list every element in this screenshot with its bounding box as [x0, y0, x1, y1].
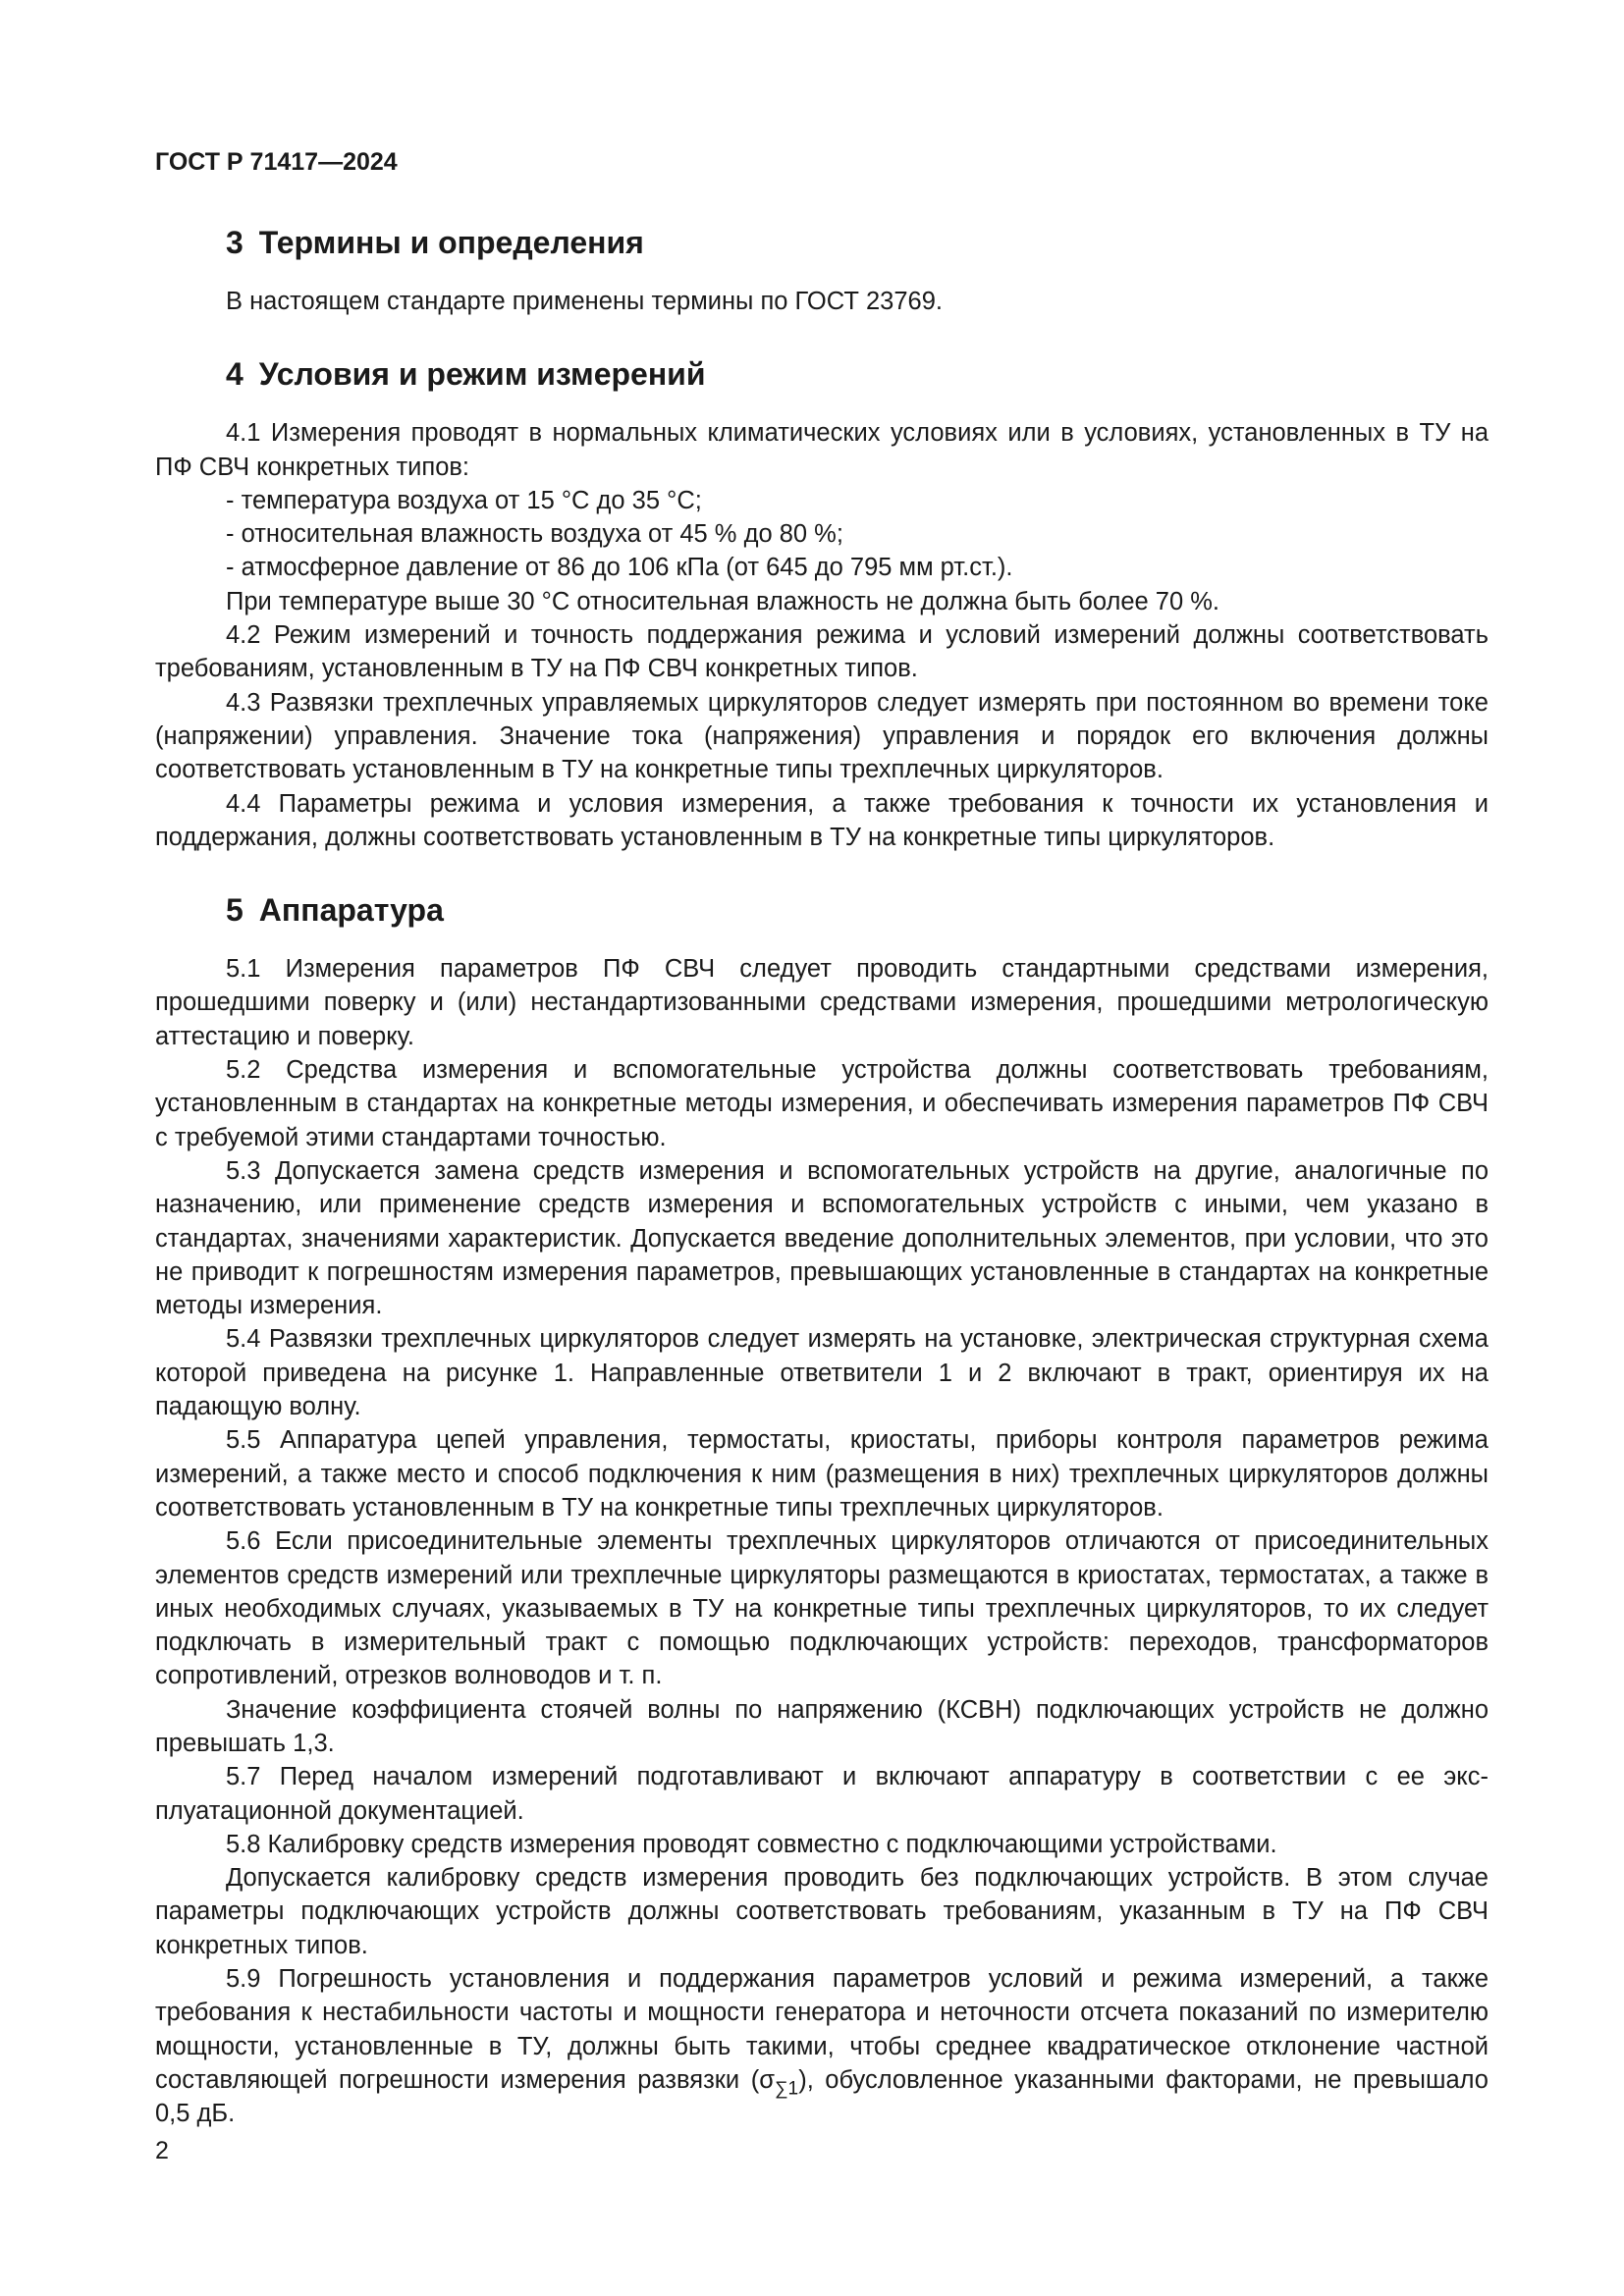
section-number: 4 — [226, 356, 244, 393]
section-title-text: Термины и определения — [258, 225, 644, 260]
paragraph: Допускается калибровку средств измерения проводить без подключающих устройств. В этом случае параметры подключающих устройств должны соответствовать требованиям, указанным в ТУ на ПФ СВЧ конкретных типов. — [155, 1864, 1489, 1959]
paragraph-4-2: 4.2 Режим измерений и точность поддержания режима и условий измерений должны соответствовать требованиям, установленным в ТУ на ПФ СВЧ конкретных типов. — [155, 621, 1489, 683]
paragraph-5-1: 5.1 Измерения параметров ПФ СВЧ следует проводить стандартными средствами измерения, прошедшими поверку и (или) нестандартизованными средствами измерения, прошедшими метрологическую аттестацию и поверку. — [155, 955, 1489, 1050]
section-5 — [155, 891, 1489, 2130]
sigma-symbol: σ — [759, 2065, 775, 2094]
section-number: 5 — [226, 892, 244, 929]
section-3 — [155, 224, 1489, 318]
page-number: 2 — [155, 2137, 169, 2164]
section-title-text: Условия и режим измерений — [258, 356, 706, 393]
section-title-4 — [226, 355, 1489, 393]
paragraph-4-3: 4.3 Развязки трехплечных управляемых циркуляторов следует измерять при постоянном во времени токе (напряжении) управления. Значение тока (напряжения) управления и порядок его включения должны соответствовать установленным в ТУ на конкретные типы трехплечных циркуляторов. — [155, 688, 1489, 784]
paragraph-text: 5.9 Погрешность установления и поддержания параметров условий и режима измерений, а также требования к нестабильности частоты и мощности генератора и неточности отсчета показаний по измерителю мощности, установленные в ТУ, должны быть такими, чтобы среднее квадратическое отклонение частной составляющей погрешности измерения развязки ( — [155, 1965, 1489, 2094]
paragraph-5-9 — [155, 1962, 1489, 2130]
document-header: ГОСТ Р 71417—2024 — [155, 148, 398, 176]
paragraph-text: ), обусловленное указанными факторами, не превышало 0,5 дБ. — [155, 2065, 1489, 2128]
paragraph-5-6: 5.6 Если присоединительные элементы трехплечных циркуляторов отличаются от присоединительных элементов средств измерений или трехплечные циркуляторы размещаются в криостатах, термостатах, а также в иных необходимых случаях, указываемых в ТУ на конкретные типы трехплечных циркуляторов, то их следует подключать в измерительный тракт с помощью подключающих устройств: переходов, трансформаторов сопротивлений, отрезков волноводов и т. п. — [155, 1527, 1489, 1690]
list-item: - относительная влажность воздуха от 45 % до 80 %; — [226, 520, 843, 549]
paragraph-5-2: 5.2 Средства измерения и вспомогательные устройства должны соответствовать требованиям, установленным в стандартах на конкретные методы измерения, и обеспечивать измерения параметров ПФ СВЧ с требуемой этими стандартами точностью. — [155, 1056, 1489, 1151]
paragraph-4-4: 4.4 Параметры режима и условия измерения, а также требования к точности их установления и поддержания, должны соответствовать установленным в ТУ на конкретные типы циркуляторов. — [155, 789, 1489, 851]
paragraph-5-4: 5.4 Развязки трехплечных циркуляторов следует измерять на установке, электрическая структурная схема которой приведена на рисунке 1. Направленные ответвители 1 и 2 включают в тракт, ориентируя их на падающую волну. — [155, 1325, 1489, 1421]
sigma-subscript: ∑1 — [774, 2078, 799, 2100]
paragraph-4-1: 4.1 Измерения проводят в нормальных климатических условиях или в условиях, установленных в ТУ на ПФ СВЧ конкретных типов: — [155, 419, 1489, 481]
paragraph-5-3: 5.3 Допускается замена средств измерения и вспомогательных устройств на другие, аналогичные по назначению, или применение средств измерения и вспомогательных устройств с иными, чем указано в стандартах, значениями характеристик. Допускается введение дополнительных элементов, при условии, что это не приводит к погрешностям измерения параметров, превышающих установленные в стандартах на конкретные методы измерения. — [155, 1156, 1489, 1320]
paragraph: В настоящем стандарте применены термины по ГОСТ 23769. — [226, 288, 943, 315]
section-title-text: Аппаратура — [258, 892, 444, 929]
section-title-5 — [226, 891, 1489, 929]
paragraph: При температуре выше 30 °С относительная влажность не должна быть более 70 %. — [226, 587, 1219, 615]
paragraph-5-5: 5.5 Аппаратура цепей управления, термостаты, криостаты, приборы контроля параметров режима измерений, а также место и способ подключения к ним (размещения в них) трехплечных циркуляторов должны соответствовать установленным в ТУ на конкретные типы трехплечных циркуляторов. — [155, 1426, 1489, 1522]
paragraph-5-7: 5.7 Перед началом измерений подготавливают и включают аппаратуру в соответствии с ее эксплуатационной документацией. — [155, 1763, 1489, 1825]
paragraph: Значение коэффициента стоячей волны по напряжению (КСВН) подключающих устройств не должно превышать 1,3. — [155, 1695, 1489, 1757]
list-item: - атмосферное давление от 86 до 106 кПа (от 645 до 795 мм рт.ст.). — [226, 554, 1013, 582]
section-4 — [155, 355, 1489, 854]
section-number: 3 — [226, 225, 244, 260]
list-item: - температура воздуха от 15 °С до 35 °С; — [226, 486, 702, 514]
section-title-3 — [226, 224, 1489, 261]
paragraph-5-8: 5.8 Калибровку средств измерения проводят совместно с подключающими устройствами. — [226, 1830, 1277, 1858]
document-page — [155, 147, 1489, 2168]
